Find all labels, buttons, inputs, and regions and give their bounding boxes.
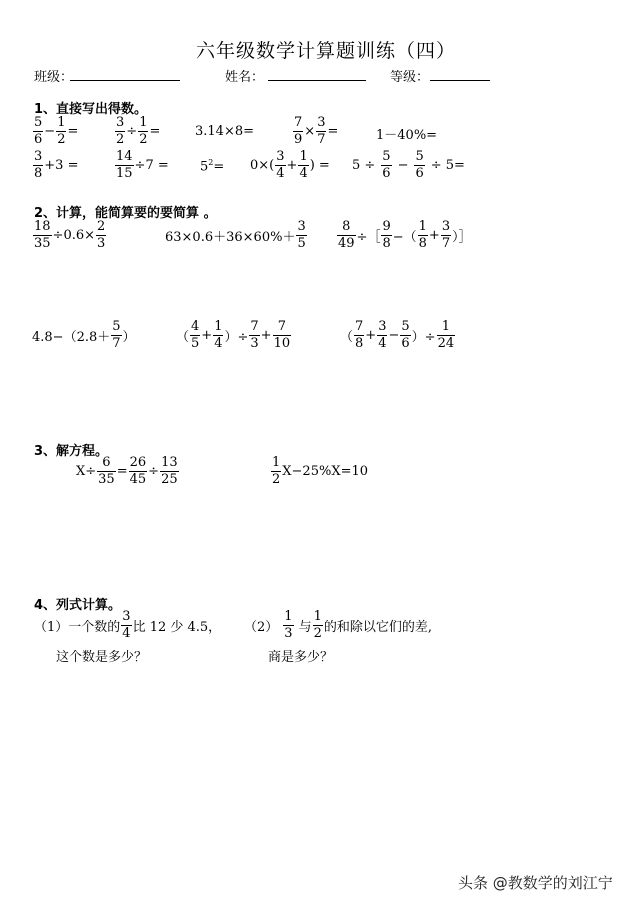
fraction: 5 6	[34, 115, 43, 147]
fraction: $\frac{3}{7}$	[441, 219, 451, 251]
grade-label: 等级：	[390, 70, 430, 85]
fraction: $\frac{7}{9}$	[294, 115, 303, 147]
s1-problem-1: 5 6 − $\frac{1}{2}$ =	[34, 115, 79, 147]
s2-problem-4: 4.8−（2.8＋ 5 7 ）	[32, 319, 136, 351]
s2-problem-1: $\frac{18}{35}$ ÷0.6× $\frac{2}{3}$	[34, 219, 106, 251]
fraction: 1 2	[272, 455, 281, 487]
class-blank	[70, 80, 180, 81]
fraction: $\frac{7}{3}$	[250, 319, 259, 351]
fraction: $\frac{1}{24}$	[437, 319, 455, 351]
section-1-heading: 1、直接写出得数。	[34, 102, 148, 117]
s1-problem-6: 3 8 +3 =	[34, 149, 79, 181]
fraction: 1 8	[418, 219, 427, 251]
s2-problem-2: 63×0.6＋36×60%＋ 3 5	[165, 219, 306, 251]
fraction: $\frac{1}{2}$	[57, 115, 66, 147]
fraction: 5 7	[112, 319, 121, 351]
fraction: 4 5	[191, 319, 200, 351]
fraction: $\frac{1}{4}$	[214, 319, 223, 351]
fraction: 7 8	[355, 319, 364, 351]
fraction: $\frac{7}{10}$	[273, 319, 291, 351]
fraction: 3 4	[122, 609, 131, 641]
fraction: 1 2	[313, 609, 322, 641]
section-2-heading: 2、计算，能简算要的要简算 。	[34, 206, 217, 221]
fraction: $\frac{6}{35}$	[98, 455, 115, 487]
s3-equation-1: X÷ $\frac{6}{35}$ = $\frac{26}{45}$ ÷ $\frac{13}{25}$	[76, 455, 178, 487]
fraction: 1 3	[284, 609, 293, 641]
fraction: $\frac{26}{45}$	[129, 455, 147, 487]
s2-problem-3: $\frac{8}{49}$ ÷［ 9 8 −（ 1 8 + $\frac{3}{7}$ ）］	[338, 219, 472, 251]
page-title: 六年级数学计算题训练（四）	[196, 40, 457, 62]
fraction: $\frac{1}{2}$	[139, 115, 148, 147]
s1-problem-3: 3.14×8=	[195, 124, 255, 139]
name-label: 姓名：	[225, 70, 265, 85]
fraction: $\frac{3}{7}$	[317, 115, 326, 147]
name-blank	[268, 80, 366, 81]
s1-problem-5: 1－40%=	[376, 128, 438, 143]
class-label: 班级：	[34, 70, 74, 85]
fraction: $\frac{3}{4}$	[378, 319, 387, 351]
fraction: 3 5	[297, 219, 306, 251]
fraction: $\frac{3}{2}$	[116, 115, 125, 147]
grade-blank	[430, 80, 490, 81]
s3-equation-2: 1 2 X−25%X=10	[272, 455, 369, 487]
s1-problem-4: $\frac{7}{9}$ × $\frac{3}{7}$ =	[294, 115, 339, 147]
fraction: $\frac{5}{6}$	[401, 319, 410, 351]
fraction: 9 8	[382, 219, 391, 251]
s4-word-problem-2: （2） 1 3 与 1 2 的和除以它们的差,	[244, 609, 432, 641]
s4-word-problem-2-question: 商是多少？	[268, 650, 334, 665]
fraction: $\frac{8}{49}$	[338, 219, 355, 251]
fraction: $\frac{14}{15}$	[116, 149, 133, 181]
s4-word-problem-1-question: 这个数是多少？	[56, 650, 148, 665]
fraction: 3 8	[34, 149, 43, 181]
s1-problem-9: 0×( 3 4 + $\frac{1}{4}$ ) =	[250, 149, 330, 181]
s2-problem-6: （ 7 8 + $\frac{3}{4}$ − $\frac{5}{6}$ ）÷ $\frac{1}{24}$	[340, 319, 455, 351]
fraction: $\frac{18}{35}$	[34, 219, 51, 251]
s1-problem-8: $5^2=$	[200, 158, 225, 175]
fraction: $\frac{13}{25}$	[161, 455, 178, 487]
fraction: 3 4	[276, 149, 285, 181]
fraction: $\frac{2}{3}$	[97, 219, 106, 251]
section-4-heading: 4、列式计算。	[34, 598, 122, 613]
fraction: $\frac{5}{6}$	[382, 149, 391, 181]
s1-problem-10: 5 ÷ $\frac{5}{6}$ − $\frac{5}{6}$ ÷ 5=	[352, 149, 465, 181]
s1-problem-7: $\frac{14}{15}$ ÷7 =	[116, 149, 169, 181]
fraction: $\frac{5}{6}$	[415, 149, 424, 181]
fraction: $\frac{1}{4}$	[299, 149, 308, 181]
section-3-heading: 3、解方程。	[34, 444, 109, 459]
s1-problem-2: $\frac{3}{2}$ ÷ $\frac{1}{2}$ =	[116, 115, 161, 147]
watermark: 头条 @教数学的刘江宁	[458, 874, 613, 892]
s4-word-problem-1: （1）一个数的 3 4 比 12 少 4.5，	[34, 609, 222, 641]
s2-problem-5: （ 4 5 + $\frac{1}{4}$ ）÷ $\frac{7}{3}$ + $\frac{7}{10}$	[176, 319, 291, 351]
